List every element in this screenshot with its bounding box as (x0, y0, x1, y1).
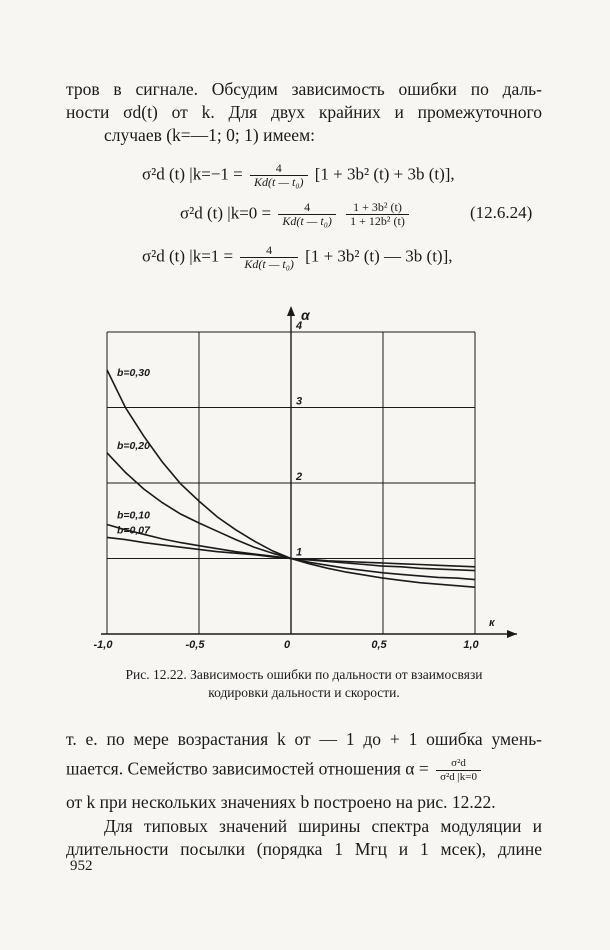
x-tick-label: 0 (283, 639, 291, 651)
y-tick-label: 3 (296, 395, 303, 408)
eq1-left: σ²d (t) |k=−1 = (142, 164, 243, 184)
intro-line-1: тров в сигнале. Обсудим зависимость ошибки по даль- (66, 79, 542, 99)
eq1-denominator: Kd(t — t₀) (250, 175, 308, 189)
series-label: b=0,30 (117, 366, 150, 379)
eq3-left: σ²d (t) |k=1 = (142, 246, 234, 266)
eq2-left: σ²d (t) |k=0 = (180, 203, 272, 223)
eq1-numerator: 4 (275, 161, 282, 175)
x-axis-arrow (507, 630, 517, 638)
x-tick-label: 0,5 (371, 639, 387, 651)
x-axis-label: к (489, 617, 495, 629)
body-line-2 (66, 757, 542, 784)
body-line-2-text: шается. Семейство зависимостей отношения α = (66, 758, 429, 779)
y-tick-label: 1 (296, 546, 303, 559)
series-label: b=0,10 (117, 509, 150, 522)
x-tick-label: -0,5 (185, 639, 205, 651)
body-line-1: т. е. по мере возрастания k от — 1 до + 1 ошибка умень- (66, 729, 542, 749)
eq2-numerator: 4 (304, 200, 311, 214)
equation-k-0 (180, 201, 412, 228)
eq3-right: [1 + 3b² (t) — 3b (t)], (305, 246, 453, 266)
series-label: b=0,07 (117, 524, 150, 537)
alpha-ratio-numerator: σ²d (451, 757, 466, 769)
eq1-fraction (250, 162, 308, 189)
alpha-ratio-denominator: σ²d |k=0 (436, 770, 481, 784)
body-line-3: от k при нескольких значениях b построено на рис. 12.22. (66, 792, 496, 812)
equation-k-minus-1 (142, 162, 455, 189)
y-axis-arrow (287, 306, 295, 316)
intro-line-2: ности σd(t) от k. Для двух крайних и промежуточного (66, 102, 542, 122)
eq2-fraction (278, 201, 336, 228)
y-tick-label: 2 (296, 471, 303, 483)
eq2-denominator: Kd(t — t₀) (278, 214, 336, 228)
series-label: b=0,20 (117, 439, 150, 452)
alpha-ratio-fraction (436, 757, 481, 784)
intro-line-3: случаев (k=—1; 0; 1) имеем: (104, 125, 316, 145)
eq1-right: [1 + 3b² (t) + 3b (t)], (314, 164, 455, 184)
x-tick-label: 1,0 (463, 639, 479, 651)
y-tick-label: 4 (296, 320, 303, 332)
eq2-fraction-b (346, 201, 409, 228)
equation-tag: (12.6.24) (470, 203, 533, 222)
figure-caption-line-2: кодировки дальности и скорости. (208, 685, 400, 700)
eq2-frac-denominator: 1 + 12b² (t) (346, 214, 409, 228)
body-line-5: длительности посылки (порядка 1 Мгц и 1 мсек), длине (66, 839, 542, 859)
body-line-4: Для типовых значений ширины спектра модуляции и (104, 816, 542, 836)
eq3-fraction (240, 244, 298, 271)
eq3-numerator: 4 (266, 243, 273, 257)
eq2-frac-numerator: 1 + 3b² (t) (353, 200, 402, 214)
x-tick-label: -1,0 (93, 639, 113, 651)
y-axis-label: α (301, 307, 310, 323)
page-number: 952 (70, 858, 93, 874)
figure-chart (0, 300, 610, 670)
eq3-denominator: Kd(t — t₀) (240, 257, 298, 271)
equation-k-1 (142, 244, 453, 271)
figure-caption-line-1: Рис. 12.22. Зависимость ошибки по дальности от взаимосвязи (125, 667, 483, 682)
